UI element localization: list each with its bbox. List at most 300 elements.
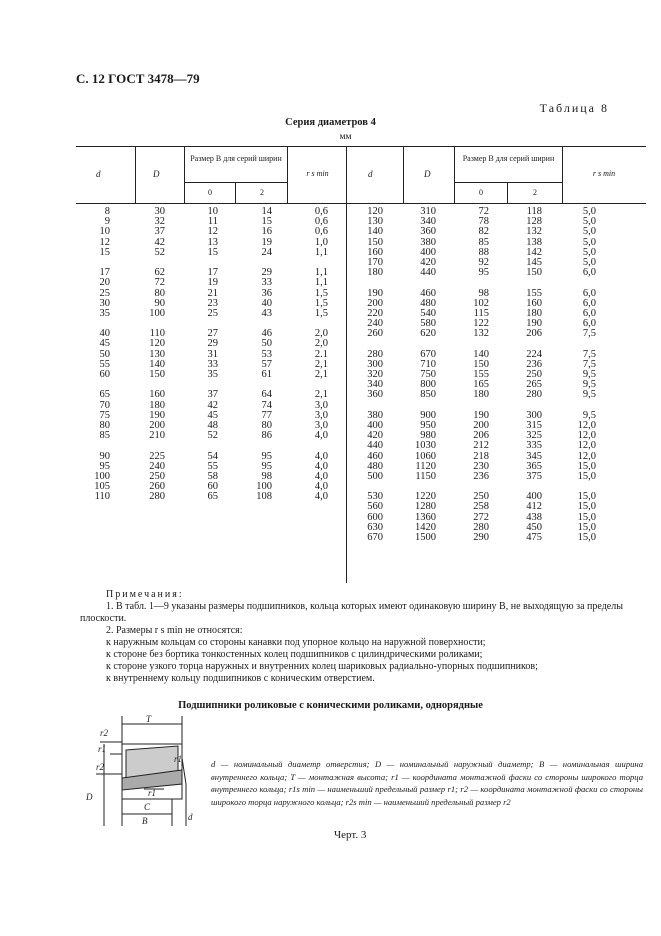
table-cell: 102 xyxy=(473,297,489,309)
table-cell: 165 xyxy=(473,379,489,391)
table-cell: 5,0 xyxy=(582,256,596,268)
table-cell: 10 xyxy=(99,226,110,238)
table-cell: 480 xyxy=(420,297,436,309)
table-cell: 380 xyxy=(420,236,436,248)
table-cell: 82 xyxy=(478,226,489,238)
table-cell: 360 xyxy=(367,389,383,401)
table-cell: 12,0 xyxy=(577,430,596,442)
table-cell: 78 xyxy=(478,216,489,228)
table-cell: 12,0 xyxy=(577,440,596,452)
table-cell: 4,0 xyxy=(314,491,328,503)
table-cell: 340 xyxy=(420,216,436,228)
right-col-D xyxy=(404,207,436,543)
right-col-r xyxy=(570,207,596,543)
table-cell: 280 xyxy=(149,491,165,503)
table-cell: 340 xyxy=(367,379,383,391)
table-cell: 1500 xyxy=(415,532,436,543)
table-cell: 15,0 xyxy=(577,511,596,523)
table-cell: 345 xyxy=(526,450,542,462)
table-cell: 36 xyxy=(261,287,272,299)
table-cell: 12,0 xyxy=(577,450,596,462)
table-cell: 480 xyxy=(367,460,383,472)
table-cell: 17 xyxy=(207,267,218,279)
tapered-roller-bearing-drawing xyxy=(74,714,204,834)
table-cell: 1,5 xyxy=(314,307,328,319)
table-cell: 45 xyxy=(207,409,218,421)
table-cell: 118 xyxy=(526,206,542,217)
table-cell: 750 xyxy=(420,369,436,380)
table-cell: 580 xyxy=(420,318,436,330)
left-col-B2 xyxy=(245,207,272,502)
note-item-4: к внутреннему кольцу подшипников с коническим отверстием. xyxy=(106,673,375,684)
label-r2-left: r2 xyxy=(96,762,105,772)
table-cell: 900 xyxy=(420,409,436,421)
table-cell: 40 xyxy=(99,328,110,340)
page-header: С. 12 ГОСТ 3478—79 xyxy=(76,71,200,86)
table-cell: 15,0 xyxy=(577,491,596,503)
table-cell: 475 xyxy=(526,532,542,543)
figure-legend: d — номинальный диаметр отверстия; D — номинальный наружный диаметр; B — номинальная ширина внутреннего кольца; T — монтажная высота; r1 — координата монтажной фаски со стороны широкого торца внутреннего кольца; r1s min — наименьший предельный размер r1; r2 — координата монтажной фаски со стороны широкого торца наружного кольца; r2s min — наименьший предельный размер r2 xyxy=(211,759,643,807)
table-cell: 110 xyxy=(94,491,110,503)
table-cell: 800 xyxy=(420,379,436,391)
table-cell: 980 xyxy=(420,430,436,442)
note-item-3: к стороне узкого торца наружных и внутренних колец шариковых радиально-упорных подшипников; xyxy=(106,661,538,672)
table-cell: 460 xyxy=(367,450,383,462)
table-cell: 440 xyxy=(367,440,383,452)
table-cell: 7,5 xyxy=(582,328,596,340)
table-cell: 3,0 xyxy=(314,419,328,431)
table-cell: 0,6 xyxy=(314,206,328,217)
table-cell: 5,0 xyxy=(582,216,596,228)
table-cell: 6,0 xyxy=(582,267,596,279)
left-col-B0 xyxy=(192,207,218,502)
table-cell: 450 xyxy=(526,521,542,533)
table-cell: 17 xyxy=(99,267,110,279)
header-D-right: D xyxy=(424,169,431,179)
table-cell: 265 xyxy=(526,379,542,391)
table-cell: 220 xyxy=(367,307,383,319)
table-cell: 180 xyxy=(473,389,489,401)
table-cell: 400 xyxy=(420,246,436,258)
table-cell: 150 xyxy=(367,236,383,248)
notes-title: Примечания: xyxy=(106,589,184,600)
table-cell: 258 xyxy=(473,501,489,513)
table-cell: 600 xyxy=(367,511,383,523)
table-cell: 15,0 xyxy=(577,470,596,482)
table-cell: 35 xyxy=(99,307,110,319)
table-cell: 9,5 xyxy=(582,369,596,380)
table-cell: 19 xyxy=(261,236,272,248)
table-cell: 52 xyxy=(154,246,165,258)
table-cell xyxy=(80,441,110,451)
table-cell: 4,0 xyxy=(314,470,328,482)
table-cell: 132 xyxy=(473,328,489,340)
table-label: Таблица 8 xyxy=(539,101,609,115)
table-cell: 132 xyxy=(526,226,542,238)
table-cell: 50 xyxy=(261,338,272,350)
table-cell: 31 xyxy=(207,348,218,360)
table-cell: 52 xyxy=(207,430,218,442)
table-cell: 128 xyxy=(526,216,542,228)
table-cell: 190 xyxy=(367,287,383,299)
label-r1-left: r1 xyxy=(98,744,107,754)
table-cell: 1,5 xyxy=(314,287,328,299)
header-w0: 0 xyxy=(208,188,212,197)
table-cell: 4,0 xyxy=(314,450,328,462)
table-cell: 1,1 xyxy=(314,277,328,289)
right-col-B2 xyxy=(516,207,542,543)
table-cell: 13 xyxy=(207,236,218,248)
table-cell: 2,0 xyxy=(314,338,328,350)
table-cell: 145 xyxy=(526,256,542,268)
table-cell: 80 xyxy=(261,419,272,431)
table-cell: 236 xyxy=(526,358,542,370)
label-C: C xyxy=(144,802,151,812)
right-col-B0 xyxy=(463,207,489,543)
table-cell: 200 xyxy=(149,419,165,431)
table-cell xyxy=(300,441,328,451)
table-cell: 130 xyxy=(149,348,165,360)
table-cell: 2,1 xyxy=(314,389,328,401)
table-cell: 100 xyxy=(149,307,165,319)
table-cell: 190 xyxy=(473,409,489,421)
table-cell: 53 xyxy=(261,348,272,360)
table-cell: 1150 xyxy=(415,470,436,482)
table-cell: 105 xyxy=(94,481,110,493)
table-cell: 530 xyxy=(367,491,383,503)
table-cell: 250 xyxy=(149,470,165,482)
table-cell: 45 xyxy=(99,338,110,350)
table-cell: 43 xyxy=(261,307,272,319)
table-cell: 25 xyxy=(99,287,110,299)
table-cell: 325 xyxy=(526,430,542,442)
table-cell: 15 xyxy=(207,246,218,258)
header-D: D xyxy=(153,169,160,179)
table-cell: 540 xyxy=(420,307,436,319)
table-cell: 140 xyxy=(149,358,165,370)
table-cell: 98 xyxy=(478,287,489,299)
table-cell: 30 xyxy=(99,297,110,309)
table-cell: 240 xyxy=(149,460,165,472)
table-cell: 260 xyxy=(367,328,383,340)
label-r1-right: r1 xyxy=(174,754,183,764)
notes-block xyxy=(80,589,646,685)
table-cell xyxy=(463,278,489,288)
note-item-1: к наружным кольцам со стороны канавки под упорное кольцо на наружной поверхности; xyxy=(106,637,486,648)
table-cell: 400 xyxy=(526,491,542,503)
table-cell: 225 xyxy=(149,450,165,462)
table-cell: 108 xyxy=(256,491,272,503)
table-cell: 200 xyxy=(473,419,489,431)
table-cell: 150 xyxy=(473,358,489,370)
table-cell: 300 xyxy=(367,358,383,370)
table-cell: 365 xyxy=(526,460,542,472)
header-B-group-right: Размер B для серий ширин xyxy=(462,154,555,163)
table-cell: 35 xyxy=(207,369,218,380)
table-cell: 4,0 xyxy=(314,460,328,472)
table-cell: 80 xyxy=(154,287,165,299)
table-cell: 2,0 xyxy=(314,328,328,340)
header-w2-right: 2 xyxy=(533,188,537,197)
table-cell: 5,0 xyxy=(582,206,596,217)
table-cell: 4,0 xyxy=(314,430,328,442)
table-cell: 218 xyxy=(473,450,489,462)
table-cell: 375 xyxy=(526,470,542,482)
table-cell: 9,5 xyxy=(582,389,596,401)
table-cell: 250 xyxy=(526,369,542,380)
table-cell: 62 xyxy=(154,267,165,279)
table-cell: 24 xyxy=(261,246,272,258)
table-cell: 60 xyxy=(207,481,218,493)
unit-label: мм xyxy=(339,132,352,142)
table-cell: 2,1 xyxy=(314,369,328,380)
table-cell: 14 xyxy=(261,206,272,217)
table-cell: 11 xyxy=(207,216,218,228)
label-d: d xyxy=(188,812,193,822)
table-cell: 272 xyxy=(473,511,489,523)
table-cell: 12,0 xyxy=(577,419,596,431)
table-cell: 37 xyxy=(154,226,165,238)
table-cell: 6,0 xyxy=(582,307,596,319)
table-cell: 3,0 xyxy=(314,409,328,421)
table-cell: 630 xyxy=(367,521,383,533)
table-cell: 2,1 xyxy=(314,358,328,370)
table-cell: 6,0 xyxy=(582,318,596,330)
table-cell: 224 xyxy=(526,348,542,360)
table-cell: 54 xyxy=(207,450,218,462)
note-item-2: к стороне без бортика тонкостенных колец подшипников с цилиндрическими роликами; xyxy=(106,649,483,660)
table-cell: 150 xyxy=(526,267,542,279)
table-cell: 380 xyxy=(367,409,383,421)
table-cell: 0,6 xyxy=(314,216,328,228)
table-cell: 560 xyxy=(367,501,383,513)
table-cell: 140 xyxy=(473,348,489,360)
table-cell: 206 xyxy=(473,430,489,442)
table-cell: 3,0 xyxy=(314,399,328,411)
table-cell: 6,0 xyxy=(582,297,596,309)
table-cell: 155 xyxy=(473,369,489,380)
table-cell: 190 xyxy=(526,318,542,330)
table-cell: 92 xyxy=(478,256,489,268)
table-cell: 1360 xyxy=(415,511,436,523)
label-D: D xyxy=(86,792,93,802)
table-cell: 260 xyxy=(149,481,165,493)
left-col-D xyxy=(135,207,165,502)
table-cell: 58 xyxy=(207,470,218,482)
table-cell: 55 xyxy=(99,358,110,370)
table-cell: 48 xyxy=(207,419,218,431)
table-cell: 320 xyxy=(367,369,383,380)
table-cell: 15 xyxy=(261,216,272,228)
table-cell: 1,1 xyxy=(314,246,328,258)
table-cell: 120 xyxy=(367,206,383,217)
table-cell: 10 xyxy=(207,206,218,217)
table-cell: 710 xyxy=(420,358,436,370)
table-cell: 95 xyxy=(261,460,272,472)
table-cell: 360 xyxy=(420,226,436,238)
label-r1-mid: r1 xyxy=(148,788,157,798)
table-cell: 400 xyxy=(367,419,383,431)
left-col-d xyxy=(80,207,110,502)
table-cell: 42 xyxy=(207,399,218,411)
table-cell: 180 xyxy=(526,307,542,319)
table-cell xyxy=(516,278,542,288)
table-cell: 85 xyxy=(478,236,489,248)
table-cell: 0,6 xyxy=(314,226,328,238)
table-cell xyxy=(135,441,165,451)
table-cell: 1,0 xyxy=(314,236,328,248)
table-cell: 9,5 xyxy=(582,409,596,421)
header-B-group: Размер B для серий ширин xyxy=(190,154,282,163)
table-cell: 9,5 xyxy=(582,379,596,391)
right-col-d xyxy=(351,207,383,543)
table-cell: 670 xyxy=(367,532,383,543)
table-cell: 9 xyxy=(104,216,110,228)
table-cell: 2.1 xyxy=(314,348,328,360)
table-cell xyxy=(245,441,272,451)
table-cell: 438 xyxy=(526,511,542,523)
table-cell: 37 xyxy=(207,389,218,401)
table-cell: 19 xyxy=(207,277,218,289)
header-d-right: d xyxy=(368,169,373,179)
table-cell: 29 xyxy=(261,267,272,279)
note-2: 2. Размеры r s min не относятся: xyxy=(106,625,243,636)
table-cell: 236 xyxy=(473,470,489,482)
section-title: Подшипники роликовые с коническими роликами, однорядные xyxy=(178,700,483,711)
table-cell: 21 xyxy=(207,287,218,299)
table-cell: 130 xyxy=(367,216,383,228)
table-cell xyxy=(351,278,383,288)
table-cell: 46 xyxy=(261,328,272,340)
table-cell: 140 xyxy=(367,226,383,238)
table-cell: 12 xyxy=(99,236,110,248)
table-cell: 23 xyxy=(207,297,218,309)
table-cell: 460 xyxy=(420,287,436,299)
table-cell: 65 xyxy=(207,491,218,503)
table-cell: 98 xyxy=(261,470,272,482)
table-cell: 1280 xyxy=(415,501,436,513)
table-cell: 160 xyxy=(367,246,383,258)
header-w0-right: 0 xyxy=(479,188,483,197)
table-cell: 420 xyxy=(420,256,436,268)
table-cell: 33 xyxy=(261,277,272,289)
header-d: d xyxy=(96,169,101,179)
table-cell: 7,5 xyxy=(582,358,596,370)
table-cell: 25 xyxy=(207,307,218,319)
table-cell: 160 xyxy=(149,389,165,401)
label-T: T xyxy=(146,714,152,724)
header-r-right: r s min xyxy=(592,169,616,178)
table-cell: 16 xyxy=(261,226,272,238)
table-cell: 30 xyxy=(154,206,165,217)
table-cell: 212 xyxy=(473,440,489,452)
table-cell: 250 xyxy=(473,491,489,503)
table-cell: 155 xyxy=(526,287,542,299)
table-cell: 88 xyxy=(478,246,489,258)
table-cell: 190 xyxy=(149,409,165,421)
table-cell: 74 xyxy=(261,399,272,411)
table-cell: 15,0 xyxy=(577,460,596,472)
table-cell: 180 xyxy=(149,399,165,411)
table-cell: 100 xyxy=(94,470,110,482)
table-cell: 27 xyxy=(207,328,218,340)
table-cell: 20 xyxy=(99,277,110,289)
table-cell: 50 xyxy=(99,348,110,360)
table-cell: 77 xyxy=(261,409,272,421)
table-cell: 72 xyxy=(478,206,489,217)
table-cell xyxy=(404,278,436,288)
table-cell: 85 xyxy=(99,430,110,442)
note-1: 1. В табл. 1—9 указаны размеры подшипников, кольца которых имеют одинаковую ширину B, не выходящую за пределы плоскости. xyxy=(80,601,623,624)
table-cell: 4,0 xyxy=(314,481,328,493)
table-cell: 1030 xyxy=(415,440,436,452)
table-cell: 60 xyxy=(99,369,110,380)
table-cell: 1120 xyxy=(415,460,436,472)
table-cell: 61 xyxy=(261,369,272,380)
table-cell: 122 xyxy=(473,318,489,330)
table-cell: 280 xyxy=(473,521,489,533)
table-cell: 90 xyxy=(154,297,165,309)
table-cell: 95 xyxy=(478,267,489,279)
table-cell: 100 xyxy=(256,481,272,493)
table-cell: 1420 xyxy=(415,521,436,533)
table-cell: 138 xyxy=(526,236,542,248)
series-title: Серия диаметров 4 xyxy=(285,117,376,128)
table-cell: 315 xyxy=(526,419,542,431)
table-cell: 670 xyxy=(420,348,436,360)
table-cell: 75 xyxy=(99,409,110,421)
table-cell: 15 xyxy=(99,246,110,258)
table-cell: 170 xyxy=(367,256,383,268)
table-cell: 110 xyxy=(149,328,165,340)
table-cell: 15,0 xyxy=(577,501,596,513)
table-cell: 64 xyxy=(261,389,272,401)
table-cell: 240 xyxy=(367,318,383,330)
table-cell: 230 xyxy=(473,460,489,472)
table-cell: 15,0 xyxy=(577,521,596,533)
table-cell: 1220 xyxy=(415,491,436,503)
label-B: B xyxy=(142,816,148,826)
table-cell: 15,0 xyxy=(577,532,596,543)
table-cell: 280 xyxy=(526,389,542,401)
table-cell: 160 xyxy=(526,297,542,309)
table-cell xyxy=(570,278,596,288)
table-cell: 310 xyxy=(420,206,436,217)
header-w2: 2 xyxy=(260,188,264,197)
table-cell: 95 xyxy=(99,460,110,472)
table-cell: 42 xyxy=(154,236,165,248)
table-cell: 280 xyxy=(367,348,383,360)
left-col-r xyxy=(300,207,328,502)
table-cell: 412 xyxy=(526,501,542,513)
table-cell: 12 xyxy=(207,226,218,238)
table-cell: 5,0 xyxy=(582,236,596,248)
figure-caption: Черт. 3 xyxy=(334,829,367,841)
table-cell: 420 xyxy=(367,430,383,442)
table-cell: 7,5 xyxy=(582,348,596,360)
table-cell: 290 xyxy=(473,532,489,543)
table-cell: 5,0 xyxy=(582,246,596,258)
table-cell: 1,1 xyxy=(314,267,328,279)
table-cell: 8 xyxy=(104,206,110,217)
table-cell: 206 xyxy=(526,328,542,340)
table-cell: 72 xyxy=(154,277,165,289)
label-r2-top: r2 xyxy=(100,728,109,738)
table-cell: 180 xyxy=(367,267,383,279)
table-cell: 120 xyxy=(149,338,165,350)
table-cell: 33 xyxy=(207,358,218,370)
table-cell: 80 xyxy=(99,419,110,431)
